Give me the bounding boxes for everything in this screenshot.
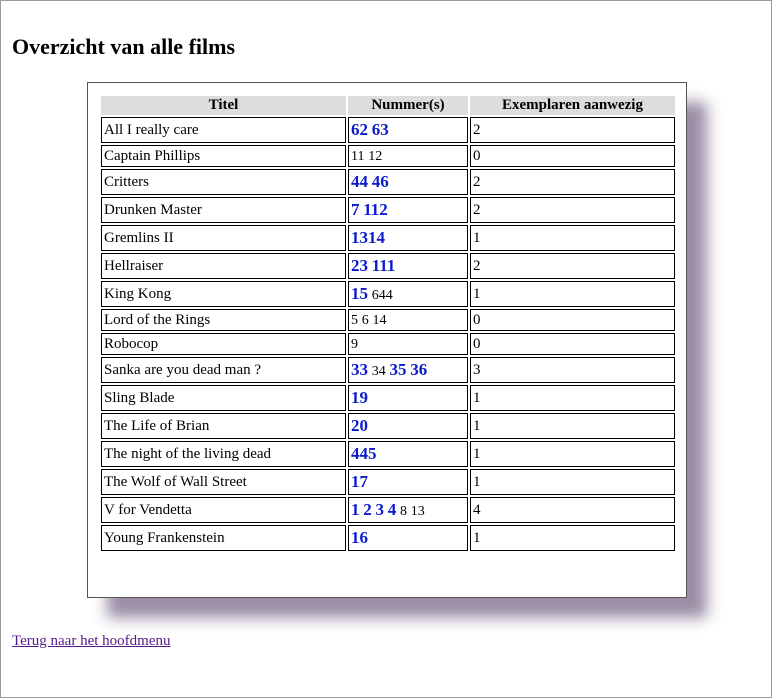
copies-available-cell: 2: [470, 253, 675, 279]
copy-number-unavailable: 644: [371, 288, 393, 303]
film-title-cell: Robocop: [101, 333, 346, 355]
film-title-cell: The Life of Brian: [101, 413, 346, 439]
table-row: [101, 441, 675, 467]
table-row: [101, 225, 675, 251]
copies-available-cell: 4: [470, 497, 675, 523]
copies-available-cell: 2: [470, 117, 675, 143]
copies-available-cell: 0: [470, 145, 675, 167]
film-title-cell: Critters: [101, 169, 346, 195]
film-title-cell: Drunken Master: [101, 197, 346, 223]
copy-number-unavailable: 5: [351, 312, 358, 328]
copy-number-unavailable: 11: [351, 148, 365, 164]
film-title-cell: All I really care: [101, 117, 346, 143]
copy-number-link[interactable]: 2: [363, 500, 372, 519]
films-table: [99, 94, 677, 553]
table-row: [101, 333, 675, 355]
copy-number-link[interactable]: 3: [375, 500, 384, 519]
copy-number-link[interactable]: 36: [410, 360, 428, 379]
table-row: [101, 309, 675, 331]
table-row: [101, 469, 675, 495]
copy-number-link[interactable]: 23: [351, 256, 368, 275]
table-header-row: [101, 96, 675, 115]
copies-available-cell: 2: [470, 197, 675, 223]
table-row: [101, 413, 675, 439]
copy-number-link[interactable]: 35: [389, 360, 407, 379]
table-row: [101, 197, 675, 223]
films-table-panel: [87, 82, 687, 598]
copy-number-unavailable: 13: [410, 504, 425, 519]
copy-number-link[interactable]: 33: [351, 360, 368, 379]
film-numbers-cell: [348, 441, 468, 467]
table-row: [101, 169, 675, 195]
copy-number-link[interactable]: 1314: [351, 228, 385, 247]
copies-available-cell: 1: [470, 441, 675, 467]
film-numbers-cell: [348, 309, 468, 331]
film-title-cell: The night of the living dead: [101, 441, 346, 467]
copy-number-link[interactable]: 44: [351, 172, 368, 191]
table-row: [101, 253, 675, 279]
film-numbers-cell: [348, 469, 468, 495]
film-title-cell: The Wolf of Wall Street: [101, 469, 346, 495]
copy-number-link[interactable]: 16: [351, 528, 368, 547]
table-row: [101, 117, 675, 143]
table-row: [101, 525, 675, 551]
film-numbers-cell: [348, 169, 468, 195]
copy-number-link[interactable]: 112: [363, 200, 388, 219]
page-title: Overzicht van alle films: [12, 34, 236, 59]
film-title-cell: Hellraiser: [101, 253, 346, 279]
copy-number-link[interactable]: 17: [351, 472, 368, 491]
film-numbers-cell: [348, 197, 468, 223]
copies-available-cell: 2: [470, 169, 675, 195]
header-copies: Exemplaren aanwezig: [470, 96, 675, 115]
copies-available-cell: 3: [470, 357, 675, 383]
copy-number-unavailable: 8: [400, 504, 407, 519]
table-row: [101, 145, 675, 167]
film-title-cell: V for Vendetta: [101, 497, 346, 523]
copies-available-cell: 1: [470, 385, 675, 411]
film-numbers-cell: [348, 525, 468, 551]
film-numbers-cell: [348, 281, 468, 307]
table-body: [101, 117, 675, 551]
table-row: [101, 357, 675, 383]
copy-number-link[interactable]: 20: [351, 416, 368, 435]
table-row: [101, 385, 675, 411]
copies-available-cell: 0: [470, 309, 675, 331]
copy-number-unavailable: 34: [371, 364, 386, 379]
film-numbers-cell: [348, 333, 468, 355]
copy-number-unavailable: 9: [351, 336, 358, 352]
copy-number-unavailable: 12: [368, 148, 383, 164]
film-numbers-cell: [348, 117, 468, 143]
copy-number-link[interactable]: 19: [351, 388, 368, 407]
copy-number-link[interactable]: 111: [371, 256, 396, 275]
film-title-cell: Captain Phillips: [101, 145, 346, 167]
copy-number-unavailable: 6: [361, 312, 369, 328]
film-numbers-cell: [348, 145, 468, 167]
copy-number-link[interactable]: 445: [351, 444, 377, 463]
film-title-cell: Lord of the Rings: [101, 309, 346, 331]
copies-available-cell: 0: [470, 333, 675, 355]
film-numbers-cell: [348, 413, 468, 439]
copy-number-link[interactable]: 4: [387, 500, 397, 519]
copy-number-link[interactable]: 1: [351, 500, 360, 519]
film-numbers-cell: [348, 357, 468, 383]
film-numbers-cell: [348, 225, 468, 251]
header-title: Titel: [101, 96, 346, 115]
film-title-cell: Sling Blade: [101, 385, 346, 411]
copy-number-link[interactable]: 46: [371, 172, 389, 191]
copy-number-unavailable: 14: [372, 312, 387, 328]
film-numbers-cell: [348, 385, 468, 411]
film-title-cell: King Kong: [101, 281, 346, 307]
film-title-cell: Gremlins II: [101, 225, 346, 251]
copies-available-cell: 1: [470, 469, 675, 495]
copy-number-link[interactable]: 15: [351, 284, 368, 303]
copies-available-cell: 1: [470, 281, 675, 307]
copy-number-link[interactable]: 7: [351, 200, 360, 219]
film-numbers-cell: [348, 497, 468, 523]
copies-available-cell: 1: [470, 225, 675, 251]
header-numbers: Nummer(s): [348, 96, 468, 115]
film-numbers-cell: [348, 253, 468, 279]
table-row: [101, 281, 675, 307]
table-row: [101, 497, 675, 523]
film-title-cell: Young Frankenstein: [101, 525, 346, 551]
copy-number-link[interactable]: 63: [371, 120, 389, 139]
copy-number-link[interactable]: 62: [351, 120, 368, 139]
back-to-main-menu-link[interactable]: Terug naar het hoofdmenu: [12, 633, 171, 649]
copies-available-cell: 1: [470, 525, 675, 551]
film-title-cell: Sanka are you dead man ?: [101, 357, 346, 383]
copies-available-cell: 1: [470, 413, 675, 439]
